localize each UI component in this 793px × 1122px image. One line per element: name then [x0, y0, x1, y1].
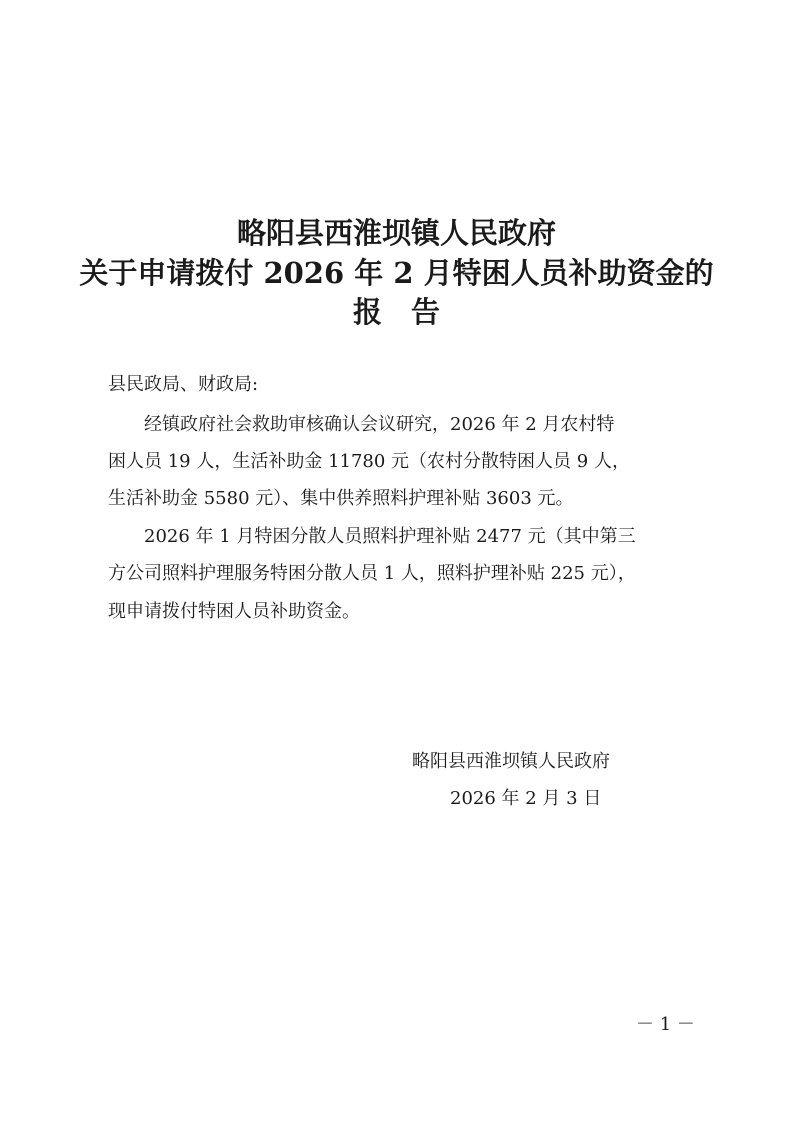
paragraph-2-line-1: 2026 年 1 月特困分散人员照料护理补贴 2477 元（其中第三: [108, 526, 636, 547]
document-title-line-2: 关于申请拨付 2026 年 2 月特困人员补助资金的: [79, 256, 714, 290]
paragraph-1-line-3: 生活补助金 5580 元）、集中供养照料护理补贴 3603 元。: [108, 488, 574, 509]
paragraph-2-line-2: 方公司照料护理服务特困分散人员 1 人，照料护理补贴 225 元），: [108, 563, 636, 584]
signature-organization: 略阳县西淮坝镇人民政府: [412, 751, 610, 772]
paragraph-2-line-3: 现申请拨付特困人员补助资金。: [108, 601, 360, 622]
document-title-line-3: 报 告: [352, 295, 440, 329]
page-number: － 1 －: [636, 1014, 695, 1035]
paragraph-1-line-2: 困人员 19 人，生活补助金 11780 元（农村分散特困人员 9 人，: [108, 451, 630, 472]
paragraph-1-line-1: 经镇政府社会救助审核确认会议研究，2026 年 2 月农村特: [108, 414, 615, 435]
salutation: 县民政局、财政局:: [108, 374, 259, 395]
document-title-line-1: 略阳县西淮坝镇人民政府: [236, 216, 556, 250]
signature-date: 2026 年 2 月 3 日: [450, 788, 602, 809]
